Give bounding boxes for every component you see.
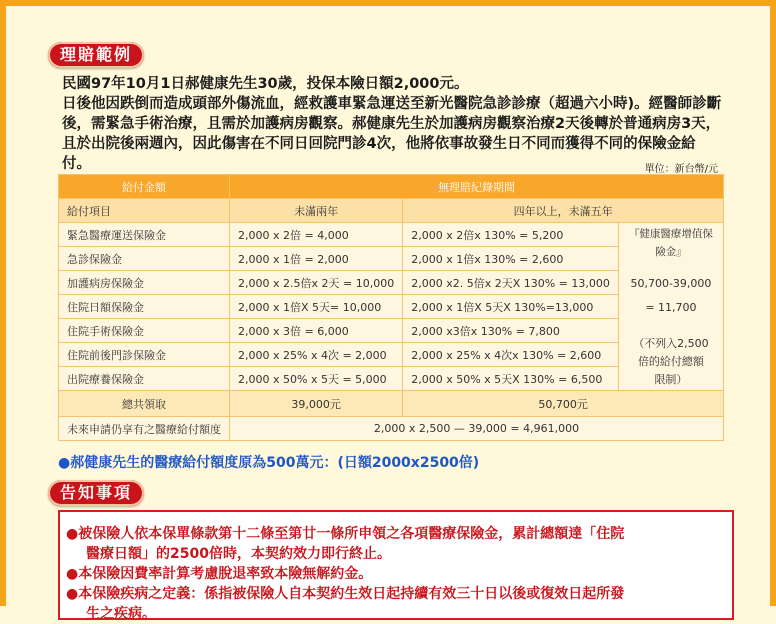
- currency-unit: 單位：新台幣/元: [644, 164, 718, 175]
- total-label: 總共領取: [59, 391, 230, 417]
- table-row: [59, 223, 724, 247]
- header-under-two-years: 未滿兩年: [230, 199, 403, 223]
- row-item: 住院手術保險金: [59, 319, 230, 343]
- remaining-label: 未來申請仍享有之醫療給付額度: [59, 417, 230, 441]
- top-border: [0, 0, 776, 6]
- row-col1: 2,000 x 1倍 = 2,000: [230, 247, 403, 271]
- row-col2: 2,000 x3倍x 130% = 7,800: [403, 319, 619, 343]
- row-item: 住院日額保險金: [59, 295, 230, 319]
- notice-item-1a: ●被保險人依本保單條款第十二條至第廿一條所申領之各項醫療保險金，累計總額達「住院: [66, 526, 625, 542]
- header-payment-amount: 給付金額: [59, 175, 230, 199]
- header-four-to-five-years: 四年以上，未滿五年: [403, 199, 724, 223]
- row-col2: 2,000 x 1倍X 5天X 130%=13,000: [403, 295, 619, 319]
- header-item: 給付項目: [59, 199, 230, 223]
- row-col2: 2,000 x 2倍x 130% = 5,200: [403, 223, 619, 247]
- row-item: 加護病房保險金: [59, 271, 230, 295]
- notice-item-2: ●本保險因費率計算考慮脫退率致本險無解約金。: [66, 566, 373, 582]
- total-col2: 50,700元: [403, 391, 724, 417]
- row-col1: 2,000 x 50% x 5天 = 5,000: [230, 367, 403, 391]
- section-title-notice: 告知事項: [48, 480, 144, 506]
- header-no-claim-period: 無理賠紀錄期間: [230, 175, 724, 199]
- row-item: 急診保險金: [59, 247, 230, 271]
- table-header-row-1: [59, 175, 724, 199]
- left-border: [0, 0, 6, 606]
- row-item: 出院療養保險金: [59, 367, 230, 391]
- bonus-range: 50,700-39,000: [630, 276, 712, 290]
- bonus-box: [618, 223, 723, 391]
- limit-note: ●郝健康先生的醫療給付額度原為500萬元：(日額2000x2500倍): [58, 455, 480, 471]
- remaining-value: 2,000 x 2,500 — 39,000 = 4,961,000: [230, 417, 724, 441]
- row-col1: 2,000 x 1倍X 5天= 10,000: [230, 295, 403, 319]
- claims-table: [58, 174, 724, 441]
- notice-item-3b: 生之疾病。: [86, 606, 156, 622]
- row-item: 住院前後門診保險金: [59, 343, 230, 367]
- section-title-claim-example: 理賠範例: [48, 42, 144, 68]
- intro-line-1: 民國97年10月1日郝健康先生30歲，投保本險日額2,000元。: [62, 76, 469, 92]
- total-row: [59, 391, 724, 417]
- bonus-note: （不列入2,500倍的給付總額限制）: [633, 336, 709, 386]
- intro-paragraph: 日後他因跌倒而造成頭部外傷流血，經救護車緊急運送至新光醫院急診診療（超過六小時)。經醫師診斷後，需緊急手術治療，且需於加護病房觀察。郝健康先生於加護病房觀察治療2天後轉於普通病房3天，且於出院後兩週內，因此傷害在不同日回院門診4次，他將依事故發生日不同而獲得不同的保險金給付。: [62, 96, 722, 172]
- row-col1: 2,000 x 3倍 = 6,000: [230, 319, 403, 343]
- row-col1: 2,000 x 2倍 = 4,000: [230, 223, 403, 247]
- remaining-row: [59, 417, 724, 441]
- notice-item-1b: 醫療日額」的2500倍時，本契約效力即行終止。: [86, 546, 391, 562]
- right-border: [770, 0, 776, 606]
- bonus-title: 『健康醫療增值保險金』: [628, 227, 713, 258]
- row-col2: 2,000 x 50% x 5天X 130% = 6,500: [403, 367, 619, 391]
- notice-box: [58, 510, 734, 620]
- row-col2: 2,000 x 1倍x 130% = 2,600: [403, 247, 619, 271]
- row-col1: 2,000 x 2.5倍x 2天 = 10,000: [230, 271, 403, 295]
- table-header-row-2: [59, 199, 724, 223]
- row-col2: 2,000 x2. 5倍x 2天X 130% = 13,000: [403, 271, 619, 295]
- row-col2: 2,000 x 25% x 4次x 130% = 2,600: [403, 343, 619, 367]
- notice-item-3a: ●本保險疾病之定義：係指被保險人自本契約生效日起持續有效三十日以後或復效日起所發: [66, 586, 625, 602]
- row-col1: 2,000 x 25% x 4次 = 2,000: [230, 343, 403, 367]
- total-col1: 39,000元: [230, 391, 403, 417]
- row-item: 緊急醫療運送保險金: [59, 223, 230, 247]
- bonus-result: = 11,700: [645, 300, 697, 314]
